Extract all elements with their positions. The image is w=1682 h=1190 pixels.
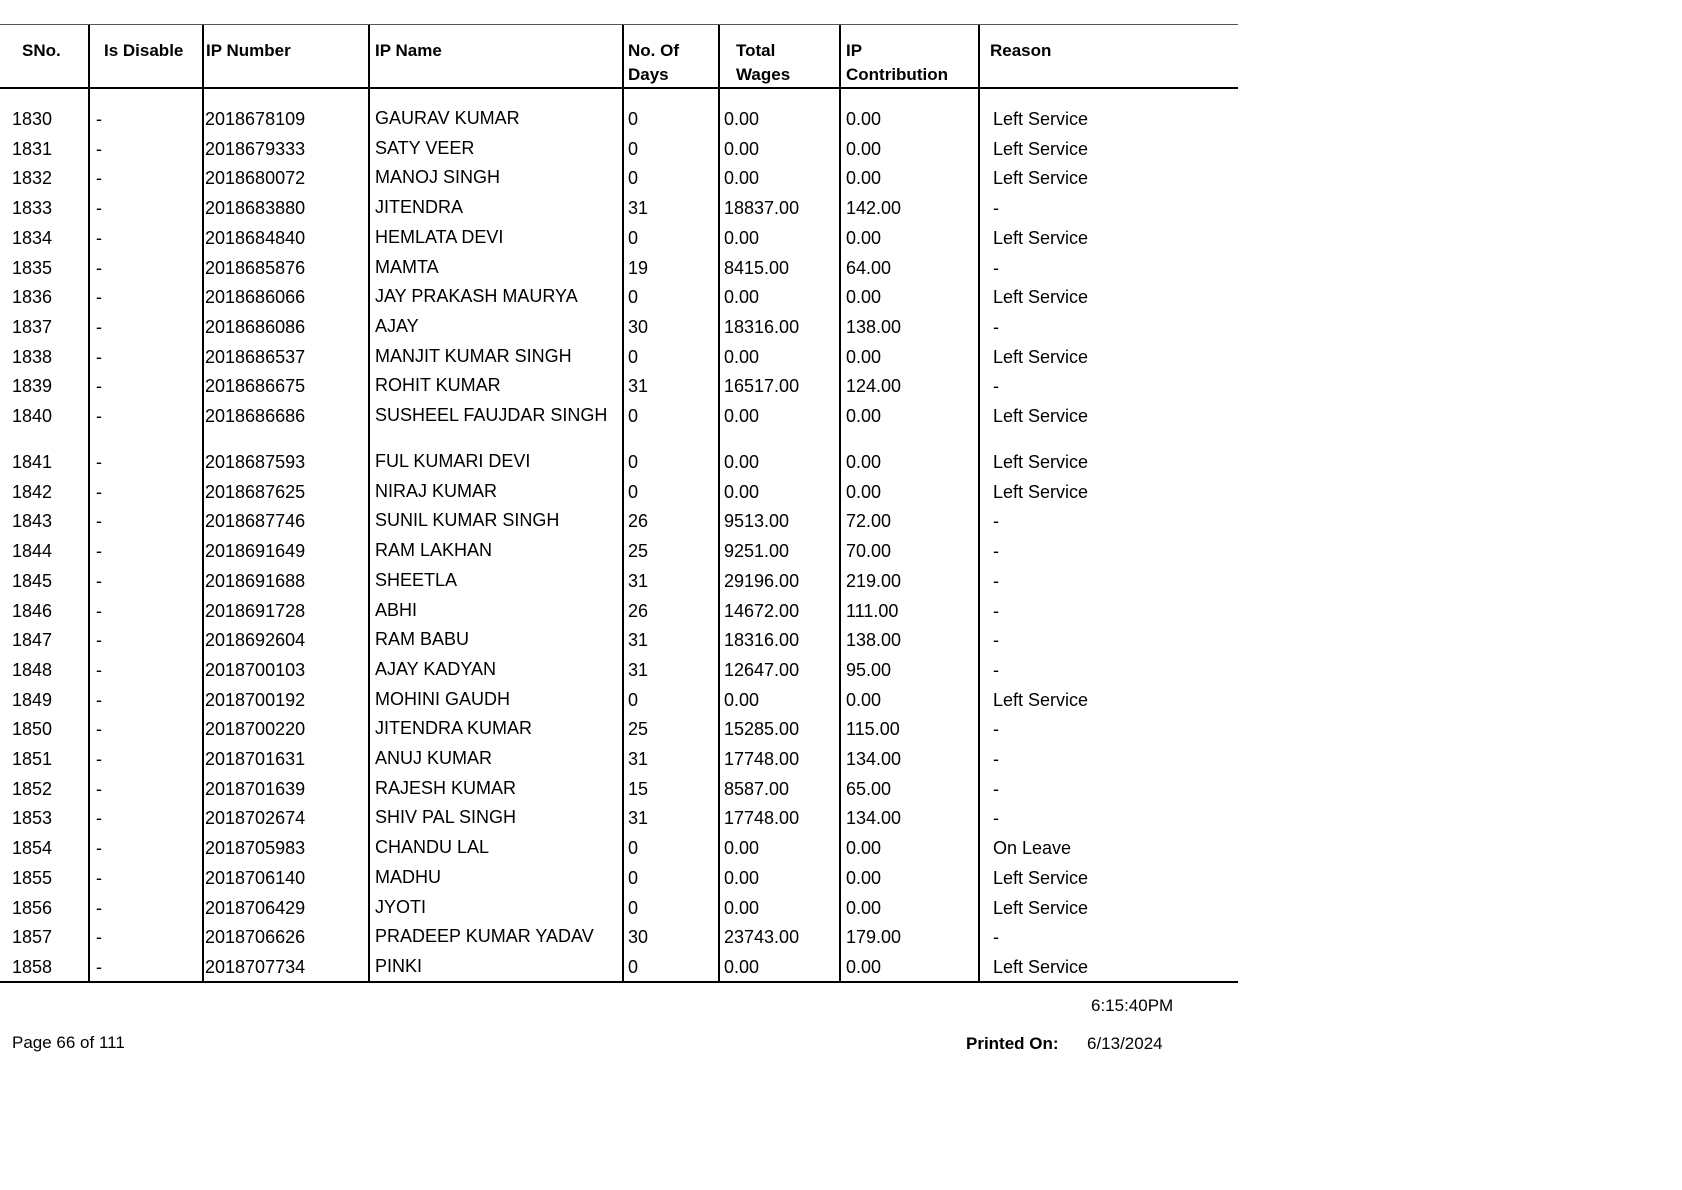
cell-days: 0 [628,481,639,502]
cell-is-disable: - [96,808,102,829]
cell-ip-number: 2018683880 [205,198,306,219]
cell-reason: - [993,541,999,562]
table-row [0,658,1238,688]
cell-sno: 1831 [12,138,53,159]
table-row [0,285,1238,315]
cell-ip-number: 2018686086 [205,316,306,337]
cell-wages: 16517.00 [724,376,800,397]
cell-sno: 1857 [12,927,53,948]
header-wages: Total Wages [736,41,791,84]
table-row [0,777,1238,807]
cell-contribution: 0.00 [846,168,882,189]
table-row [0,226,1238,256]
cell-reason: Left Service [993,168,1089,189]
cell-is-disable: - [96,689,102,710]
cell-ip-number: 2018686537 [205,346,306,367]
page-number: Page 66 of 111 [12,1033,125,1052]
cell-reason: Left Service [993,481,1089,502]
cell-days: 31 [628,376,649,397]
cell-ip-number: 2018691649 [205,541,306,562]
cell-contribution: 0.00 [846,481,882,502]
cell-ip-number: 2018700103 [205,659,306,680]
cell-sno: 1832 [12,168,53,189]
table-row [0,628,1238,658]
table-row [0,404,1238,434]
cell-days: 31 [628,659,649,680]
cell-reason: On Leave [993,838,1072,859]
cell-wages: 23743.00 [724,927,800,948]
cell-ip-name: JYOTI [375,896,427,917]
cell-ip-name: SATY VEER [375,137,475,158]
table-row [0,866,1238,896]
cell-ip-number: 2018687593 [205,452,306,472]
printed-time: 6:15:40PM [1091,996,1174,1015]
cell-ip-number: 2018691728 [205,600,306,621]
cell-ip-name: SHIV PAL SINGH [375,807,517,828]
cell-is-disable: - [96,600,102,621]
cell-sno: 1834 [12,227,53,248]
cell-ip-name: FUL KUMARI DEVI [375,451,531,471]
cell-contribution: 0.00 [846,138,882,159]
cell-wages: 0.00 [724,138,760,159]
cell-days: 31 [628,570,649,591]
cell-days: 31 [628,198,649,219]
cell-contribution: 64.00 [846,257,892,278]
table-row [0,374,1238,404]
cell-days: 30 [628,927,649,948]
table-row [0,539,1238,569]
cell-ip-number: 2018706429 [205,897,306,918]
cell-ip-number: 2018680072 [205,168,306,189]
cell-sno: 1838 [12,346,53,367]
cell-reason: - [993,198,999,219]
cell-wages: 18837.00 [724,198,800,219]
cell-sno: 1841 [12,452,53,472]
cell-days: 26 [628,511,649,532]
cell-contribution: 95.00 [846,659,892,680]
cell-reason: - [993,927,999,948]
cell-wages: 0.00 [724,956,760,977]
table-row [0,925,1238,955]
cell-sno: 1849 [12,689,53,710]
cell-is-disable: - [96,956,102,977]
cell-sno: 1855 [12,867,53,888]
table-row [0,315,1238,345]
cell-days: 0 [628,227,639,248]
table-row [0,806,1238,836]
cell-contribution: 138.00 [846,630,902,651]
cell-reason: Left Service [993,138,1089,159]
cell-is-disable: - [96,541,102,562]
cell-is-disable: - [96,867,102,888]
cell-days: 15 [628,778,649,799]
cell-ip-number: 2018701631 [205,749,306,769]
cell-ip-number: 2018684840 [205,227,306,248]
table-row [0,717,1238,747]
cell-ip-name: SUSHEEL FAUJDAR SINGH [375,405,608,425]
table-row [0,450,1238,480]
contribution-table [0,24,1238,983]
cell-reason: Left Service [993,452,1089,472]
cell-ip-name: MANOJ SINGH [375,167,501,188]
cell-contribution: 0.00 [846,838,882,859]
cell-is-disable: - [96,719,102,740]
cell-contribution: 70.00 [846,541,892,562]
cell-wages: 0.00 [724,689,760,710]
cell-contribution: 134.00 [846,808,902,829]
cell-sno: 1854 [12,838,53,859]
table-row [0,480,1238,510]
cell-is-disable: - [96,138,102,159]
cell-contribution: 0.00 [846,287,882,308]
header-reason: Reason [990,41,1052,60]
cell-sno: 1842 [12,481,53,502]
table-row [0,896,1238,926]
cell-is-disable: - [96,481,102,502]
cell-ip-number: 2018678109 [205,109,306,129]
cell-ip-name: CHANDU LAL [375,837,490,858]
cell-contribution: 111.00 [846,600,899,621]
cell-ip-name: ROHIT KUMAR [375,375,501,396]
table-header [0,25,1238,89]
cell-wages: 0.00 [724,109,760,129]
cell-sno: 1846 [12,600,53,621]
cell-ip-number: 2018707734 [205,956,306,977]
cell-is-disable: - [96,109,102,129]
cell-contribution: 0.00 [846,109,882,129]
cell-wages: 9513.00 [724,511,790,532]
cell-ip-number: 2018686675 [205,376,306,397]
cell-contribution: 0.00 [846,956,882,977]
cell-is-disable: - [96,630,102,651]
cell-days: 31 [628,630,649,651]
cell-ip-name: JITENDRA [375,197,464,218]
cell-is-disable: - [96,168,102,189]
cell-days: 30 [628,316,649,337]
cell-is-disable: - [96,257,102,278]
cell-contribution: 219.00 [846,570,902,591]
cell-contribution: 0.00 [846,227,882,248]
cell-days: 0 [628,689,639,710]
cell-ip-name: RAM BABU [375,629,470,650]
header-days: No. Of Days [628,41,679,84]
cell-ip-name: GAURAV KUMAR [375,108,520,128]
cell-days: 25 [628,541,649,562]
printed-date: 6/13/2024 [1087,1034,1163,1053]
cell-contribution: 0.00 [846,452,882,472]
cell-ip-number: 2018702674 [205,808,306,829]
cell-days: 0 [628,406,639,426]
cell-is-disable: - [96,406,102,426]
table-row [0,955,1238,985]
cell-ip-name: JITENDRA KUMAR [375,718,533,739]
cell-wages: 8587.00 [724,778,790,799]
cell-sno: 1836 [12,287,53,308]
table-row [0,196,1238,226]
cell-reason: Left Service [993,867,1089,888]
header-is-disable: Is Disable [104,41,184,60]
cell-wages: 0.00 [724,287,760,308]
cell-sno: 1853 [12,808,53,829]
printed-on-label: Printed On: [966,1034,1059,1053]
cell-reason: Left Service [993,956,1089,977]
cell-reason: - [993,778,999,799]
cell-sno: 1833 [12,198,53,219]
cell-wages: 0.00 [724,452,760,472]
cell-wages: 18316.00 [724,630,800,651]
cell-reason: - [993,719,999,740]
cell-ip-name: SHEETLA [375,569,458,590]
cell-sno: 1844 [12,541,53,562]
cell-ip-number: 2018706140 [205,867,306,888]
cell-ip-number: 2018687625 [205,481,306,502]
cell-wages: 0.00 [724,838,760,859]
cell-is-disable: - [96,838,102,859]
cell-ip-number: 2018679333 [205,138,306,159]
cell-days: 25 [628,719,649,740]
cell-ip-name: JAY PRAKASH MAURYA [375,286,578,307]
cell-is-disable: - [96,287,102,308]
cell-days: 0 [628,287,639,308]
cell-is-disable: - [96,227,102,248]
cell-reason: - [993,749,999,769]
cell-contribution: 0.00 [846,346,882,367]
cell-ip-name: ANUJ KUMAR [375,748,493,768]
cell-is-disable: - [96,570,102,591]
cell-sno: 1830 [12,109,53,129]
cell-contribution: 72.00 [846,511,892,532]
cell-ip-number: 2018700220 [205,719,306,740]
cell-ip-name: MOHINI GAUDH [375,688,510,709]
cell-wages: 0.00 [724,346,760,367]
cell-wages: 0.00 [724,897,760,918]
cell-days: 0 [628,838,639,859]
header-ip-number: IP Number [206,41,291,60]
cell-wages: 0.00 [724,867,760,888]
cell-wages: 8415.00 [724,257,790,278]
cell-contribution: 65.00 [846,778,892,799]
table-row [0,137,1238,167]
cell-wages: 17748.00 [724,749,800,769]
cell-ip-number: 2018705983 [205,838,306,859]
cell-ip-number: 2018686066 [205,287,306,308]
cell-ip-number: 2018701639 [205,778,306,799]
table-row [0,166,1238,196]
cell-is-disable: - [96,346,102,367]
cell-ip-name: HEMLATA DEVI [375,226,504,247]
cell-ip-name: RAM LAKHAN [375,540,493,561]
cell-wages: 18316.00 [724,316,800,337]
cell-is-disable: - [96,316,102,337]
cell-sno: 1856 [12,897,53,918]
cell-days: 0 [628,452,639,472]
cell-wages: 0.00 [724,168,760,189]
cell-days: 0 [628,346,639,367]
cell-reason: Left Service [993,406,1089,426]
cell-contribution: 0.00 [846,406,882,426]
cell-ip-number: 2018691688 [205,570,306,591]
cell-wages: 14672.00 [724,600,800,621]
cell-is-disable: - [96,511,102,532]
cell-reason: Left Service [993,689,1089,710]
cell-wages: 17748.00 [724,808,800,829]
cell-reason: - [993,570,999,591]
cell-ip-name: ABHI [375,599,418,620]
cell-ip-number: 2018692604 [205,630,306,651]
cell-wages: 15285.00 [724,719,800,740]
cell-days: 31 [628,808,649,829]
cell-days: 0 [628,109,639,129]
cell-sno: 1852 [12,778,53,799]
cell-ip-name: RAJESH KUMAR [375,777,517,798]
cell-reason: - [993,316,999,337]
table-row [0,599,1238,629]
cell-sno: 1837 [12,316,53,337]
header-sno: SNo. [22,41,61,60]
cell-days: 31 [628,749,649,769]
cell-reason: Left Service [993,897,1089,918]
table-row [0,747,1238,777]
cell-days: 0 [628,867,639,888]
cell-contribution: 124.00 [846,376,902,397]
cell-sno: 1850 [12,719,53,740]
cell-contribution: 115.00 [846,719,900,740]
table-row [0,107,1238,137]
cell-is-disable: - [96,659,102,680]
cell-is-disable: - [96,198,102,219]
cell-reason: - [993,808,999,829]
cell-contribution: 134.00 [846,749,902,769]
cell-contribution: 142.00 [846,198,902,219]
cell-ip-number: 2018687746 [205,511,306,532]
table-row [0,345,1238,375]
cell-ip-name: MANJIT KUMAR SINGH [375,345,572,366]
cell-wages: 9251.00 [724,541,790,562]
cell-sno: 1843 [12,511,53,532]
table-row [0,836,1238,866]
cell-ip-name: SUNIL KUMAR SINGH [375,510,560,531]
cell-is-disable: - [96,897,102,918]
cell-days: 19 [628,257,649,278]
cell-ip-name: MADHU [375,866,441,887]
cell-is-disable: - [96,452,102,472]
table-row [0,256,1238,286]
cell-sno: 1851 [12,749,53,769]
cell-sno: 1835 [12,257,53,278]
cell-ip-number: 2018685876 [205,257,306,278]
cell-is-disable: - [96,749,102,769]
cell-days: 0 [628,956,639,977]
cell-sno: 1839 [12,376,53,397]
cell-ip-number: 2018686686 [205,406,306,426]
cell-is-disable: - [96,927,102,948]
cell-wages: 29196.00 [724,570,800,591]
cell-contribution: 0.00 [846,867,882,888]
table-row [0,509,1238,539]
cell-ip-number: 2018706626 [205,927,306,948]
cell-reason: - [993,376,999,397]
table-row [0,688,1238,718]
cell-contribution: 0.00 [846,689,882,710]
cell-contribution: 138.00 [846,316,902,337]
cell-ip-name: AJAY KADYAN [375,658,497,679]
cell-days: 0 [628,168,639,189]
cell-sno: 1848 [12,659,53,680]
cell-is-disable: - [96,376,102,397]
header-contribution: IP Contribution [846,41,948,84]
cell-wages: 0.00 [724,481,760,502]
cell-ip-name: PRADEEP KUMAR YADAV [375,926,594,947]
cell-is-disable: - [96,778,102,799]
cell-reason: - [993,659,999,680]
cell-reason: Left Service [993,346,1089,367]
cell-reason: - [993,257,999,278]
cell-reason: Left Service [993,287,1089,308]
cell-reason: - [993,630,999,651]
cell-ip-name: PINKI [375,955,423,976]
cell-wages: 0.00 [724,227,760,248]
cell-reason: - [993,511,999,532]
cell-days: 26 [628,600,649,621]
cell-days: 0 [628,897,639,918]
cell-wages: 12647.00 [724,659,800,680]
cell-days: 0 [628,138,639,159]
cell-contribution: 179.00 [846,927,902,948]
cell-reason: - [993,600,999,621]
cell-reason: Left Service [993,109,1089,129]
cell-sno: 1847 [12,630,53,651]
cell-ip-name: NIRAJ KUMAR [375,480,498,501]
cell-sno: 1845 [12,570,53,591]
cell-ip-number: 2018700192 [205,689,306,710]
header-ip-name: IP Name [375,41,442,60]
cell-wages: 0.00 [724,406,760,426]
cell-sno: 1840 [12,406,53,426]
table-row [0,569,1238,599]
cell-contribution: 0.00 [846,897,882,918]
cell-reason: Left Service [993,227,1089,248]
cell-ip-name: MAMTA [375,256,439,277]
cell-ip-name: AJAY [375,315,419,336]
cell-sno: 1858 [12,956,53,977]
